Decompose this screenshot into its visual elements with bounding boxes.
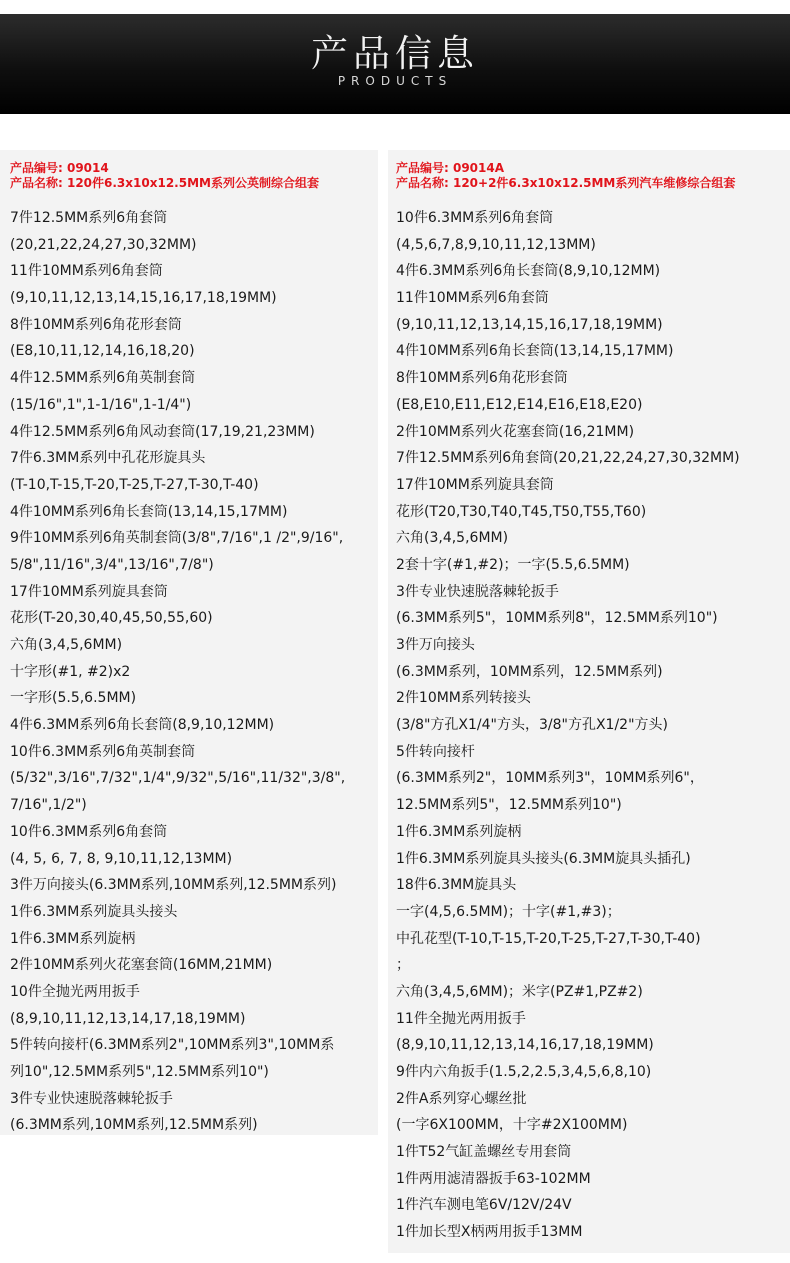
right-list-item: (一字6X100MM，十字#2X100MM)	[396, 1117, 628, 1134]
right-list-item: 11件全抛光两用扳手	[396, 1010, 526, 1027]
right-list-item: 2件A系列穿心螺丝批	[396, 1090, 527, 1107]
left-item-list	[10, 205, 345, 1139]
right-list-item: 3件万向接头	[396, 637, 475, 653]
left-list-item: 10件6.3MM系列6角英制套筒	[10, 743, 196, 760]
left-list-item: (8,9,10,11,12,13,14,17,18,19MM)	[10, 1010, 246, 1027]
right-list-item: (6.3MM系列2"，10MM系列3"，10MM系列6"，	[396, 770, 704, 787]
left-list-item: 11件10MM系列6角套筒	[10, 263, 163, 280]
right-list-item: 1件两用滤清器扳手63-102MM	[396, 1170, 591, 1187]
right-item-list	[396, 205, 740, 1246]
right-list-item: 六角(3,4,5,6MM)	[396, 530, 509, 547]
right-list-item: 18件6.3MM旋具头	[396, 877, 517, 894]
left-list-item: (15/16",1",1-1/16",1-1/4")	[10, 396, 192, 413]
right-product-name: 产品名称: 120+2件6.3x10x12.5MM系列汽车维修综合组套	[396, 176, 736, 190]
right-list-item: 六角(3,4,5,6MM)；米字(PZ#1,PZ#2)	[396, 983, 643, 1000]
right-list-item: 8件10MM系列6角花形套筒	[396, 370, 568, 387]
left-list-item: 1件6.3MM系列旋具头接头	[10, 903, 178, 920]
right-list-item: (9,10,11,12,13,14,15,16,17,18,19MM)	[396, 316, 663, 333]
left-list-item: 2件10MM系列火花塞套筒(16MM,21MM)	[10, 957, 273, 974]
left-list-item: 10件全抛光两用扳手	[10, 983, 140, 1000]
left-list-item: 3件万向接头(6.3MM系列,10MM系列,12.5MM系列)	[10, 877, 337, 894]
right-list-item: 4件6.3MM系列6角长套筒(8,9,10,12MM)	[396, 263, 661, 280]
left-list-item: 六角(3,4,5,6MM)	[10, 637, 123, 653]
left-list-item: 一字形(5.5,6.5MM)	[10, 690, 137, 707]
banner-title: 产品信息	[311, 32, 479, 75]
left-list-item: 3件专业快速脱落棘轮扳手	[10, 1090, 173, 1107]
right-list-item: 2件10MM系列转接头	[396, 690, 531, 707]
right-list-item: 2件10MM系列火花塞套筒(16,21MM)	[396, 423, 635, 440]
left-list-item: (5/32",3/16",7/32",1/4",9/32",5/16",11/32",3/8",	[10, 770, 346, 787]
left-list-item: 8件10MM系列6角花形套筒	[10, 316, 182, 333]
header-banner	[0, 14, 790, 114]
left-list-item: 4件12.5MM系列6角英制套筒	[10, 370, 196, 387]
left-list-item: 花形(T-20,30,40,45,50,55,60)	[10, 610, 213, 627]
right-list-item: 花形(T20,T30,T40,T45,T50,T55,T60)	[396, 503, 647, 520]
right-list-item: 1件6.3MM系列旋具头接头(6.3MM旋具头插孔)	[396, 850, 691, 867]
left-list-item: 7件12.5MM系列6角套筒	[10, 210, 168, 226]
left-list-item: (T-10,T-15,T-20,T-25,T-27,T-30,T-40)	[10, 476, 259, 493]
right-product-heading	[396, 161, 735, 191]
right-list-item: 7件12.5MM系列6角套筒(20,21,22,24,27,30,32MM)	[396, 450, 740, 467]
left-list-item: 5/8",11/16",3/4",13/16",7/8")	[10, 556, 214, 573]
right-list-item: 2套十字(#1,#2)；一字(5.5,6.5MM)	[396, 556, 630, 573]
right-list-item: 3件专业快速脱落棘轮扳手	[396, 583, 559, 600]
right-list-item: ；	[396, 957, 410, 974]
left-list-item: 7件6.3MM系列中孔花形旋具头	[10, 450, 206, 467]
right-list-item: (6.3MM系列，10MM系列，12.5MM系列)	[396, 663, 663, 680]
right-list-item: 10件6.3MM系列6角套筒	[396, 210, 554, 226]
right-list-item: (3/8"方孔X1/4"方头，3/8"方孔X1/2"方头)	[396, 717, 668, 734]
right-list-item: 17件10MM系列旋具套筒	[396, 476, 554, 493]
right-list-item: 9件内六角扳手(1.5,2,2.5,3,4,5,6,8,10)	[396, 1064, 652, 1080]
right-list-item: (6.3MM系列5"，10MM系列8"，12.5MM系列10")	[396, 610, 718, 627]
right-list-item: 12.5MM系列5"，12.5MM系列10")	[396, 797, 622, 814]
right-list-item: (4,5,6,7,8,9,10,11,12,13MM)	[396, 236, 596, 253]
left-list-item: 4件12.5MM系列6角风动套筒(17,19,21,23MM)	[10, 423, 315, 440]
left-list-item: 4件6.3MM系列6角长套筒(8,9,10,12MM)	[10, 717, 275, 734]
right-list-item: 1件加长型X柄两用扳手13MM	[396, 1224, 583, 1241]
right-list-item: 4件10MM系列6角长套筒(13,14,15,17MM)	[396, 343, 674, 360]
left-list-item: (E8,10,11,12,14,16,18,20)	[10, 343, 195, 360]
left-list-item: 9件10MM系列6角英制套筒(3/8",7/16",1 /2",9/16",	[10, 530, 344, 547]
left-list-item: (4, 5, 6, 7, 8, 9,10,11,12,13MM)	[10, 850, 233, 867]
right-product-code: 产品编号: 09014A	[396, 161, 505, 175]
right-list-item: 11件10MM系列6角套筒	[396, 290, 549, 307]
left-list-item: 1件6.3MM系列旋柄	[10, 930, 136, 947]
left-list-item: 7/16",1/2")	[10, 797, 87, 814]
left-list-item: 10件6.3MM系列6角套筒	[10, 823, 168, 840]
right-list-item: (E8,E10,E11,E12,E14,E16,E18,E20)	[396, 396, 643, 413]
right-list-item: (8,9,10,11,12,13,14,16,17,18,19MM)	[396, 1037, 654, 1054]
left-list-item: 17件10MM系列旋具套筒	[10, 583, 168, 600]
left-product-heading	[10, 161, 319, 191]
left-product-name: 产品名称: 120件6.3x10x12.5MM系列公英制综合组套	[10, 176, 319, 190]
left-list-item: 5件转向接杆(6.3MM系列2",10MM系列3",10MM系	[10, 1037, 335, 1054]
banner-subtitle: PRODUCTS	[337, 74, 453, 88]
right-list-item: 5件转向接杆	[396, 743, 475, 760]
left-list-item: (20,21,22,24,27,30,32MM)	[10, 236, 197, 253]
left-product-code: 产品编号: 09014	[10, 161, 109, 175]
right-list-item: 1件6.3MM系列旋柄	[396, 823, 522, 840]
left-list-item: 十字形(#1, #2)x2	[10, 663, 131, 680]
right-list-item: 一字(4,5,6.5MM)；十字(#1,#3)；	[396, 903, 621, 920]
right-list-item: 中孔花型(T-10,T-15,T-20,T-25,T-27,T-30,T-40)	[396, 930, 701, 947]
left-list-item: (6.3MM系列,10MM系列,12.5MM系列)	[10, 1117, 258, 1134]
left-list-item: 列10",12.5MM系列5",12.5MM系列10")	[10, 1064, 269, 1080]
right-list-item: 1件T52气缸盖螺丝专用套筒	[396, 1144, 572, 1161]
left-list-item: 4件10MM系列6角长套筒(13,14,15,17MM)	[10, 503, 288, 520]
right-list-item: 1件汽车测电笔6V/12V/24V	[396, 1197, 572, 1214]
left-list-item: (9,10,11,12,13,14,15,16,17,18,19MM)	[10, 290, 277, 307]
